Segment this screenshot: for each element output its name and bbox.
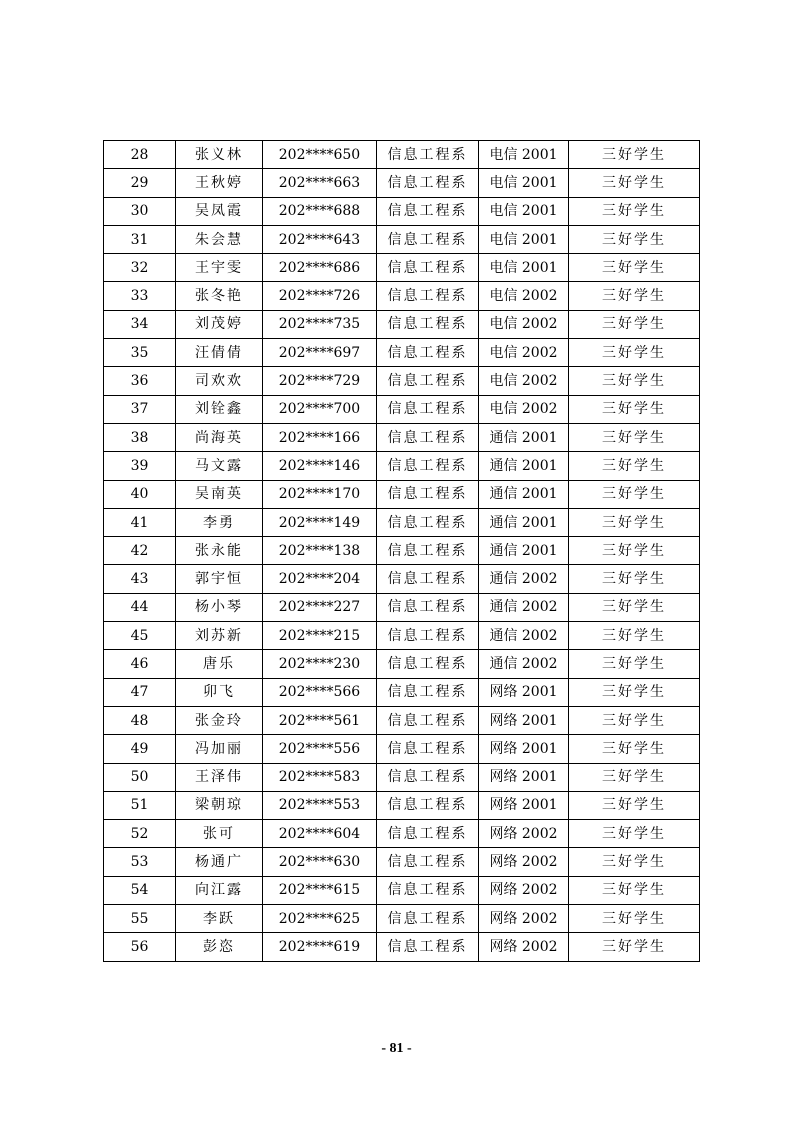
student-id-cell: 202****663 [263,169,377,197]
student-name-cell: 向江露 [176,876,263,904]
row-number-cell: 50 [104,763,176,791]
row-number-cell: 46 [104,650,176,678]
department-cell: 信息工程系 [377,876,479,904]
class-cell: 网络 2002 [479,905,569,933]
table-row [104,225,700,253]
student-name-cell: 张义林 [176,141,263,169]
award-cell: 三好学生 [569,905,700,933]
department-cell: 信息工程系 [377,565,479,593]
table-row [104,848,700,876]
department-cell: 信息工程系 [377,933,479,961]
department-cell: 信息工程系 [377,423,479,451]
class-cell: 通信 2001 [479,480,569,508]
table-row [104,254,700,282]
department-cell: 信息工程系 [377,593,479,621]
row-number-cell: 44 [104,593,176,621]
row-number-cell: 36 [104,367,176,395]
row-number-cell: 48 [104,706,176,734]
department-cell: 信息工程系 [377,848,479,876]
student-name-cell: 刘茂婷 [176,310,263,338]
award-cell: 三好学生 [569,480,700,508]
department-cell: 信息工程系 [377,791,479,819]
class-cell: 网络 2001 [479,735,569,763]
student-name-cell: 冯加丽 [176,735,263,763]
class-cell: 通信 2001 [479,537,569,565]
student-name-cell: 汪倩倩 [176,339,263,367]
table-row [104,706,700,734]
department-cell: 信息工程系 [377,480,479,508]
page-number: - 81 - [381,1041,412,1056]
roster-table-body [104,141,700,962]
student-id-cell: 202****215 [263,622,377,650]
row-number-cell: 37 [104,395,176,423]
department-cell: 信息工程系 [377,367,479,395]
row-number-cell: 29 [104,169,176,197]
class-cell: 电信 2002 [479,282,569,310]
award-cell: 三好学生 [569,706,700,734]
award-cell: 三好学生 [569,820,700,848]
award-cell: 三好学生 [569,763,700,791]
student-name-cell: 杨小琴 [176,593,263,621]
class-cell: 网络 2002 [479,820,569,848]
award-cell: 三好学生 [569,141,700,169]
table-row [104,933,700,961]
row-number-cell: 33 [104,282,176,310]
department-cell: 信息工程系 [377,905,479,933]
table-row [104,423,700,451]
student-name-cell: 李跃 [176,905,263,933]
student-id-cell: 202****686 [263,254,377,282]
row-number-cell: 30 [104,197,176,225]
student-name-cell: 吴南英 [176,480,263,508]
class-cell: 通信 2001 [479,452,569,480]
department-cell: 信息工程系 [377,706,479,734]
student-id-cell: 202****553 [263,791,377,819]
student-name-cell: 郭宇恒 [176,565,263,593]
student-name-cell: 尚海英 [176,423,263,451]
student-id-cell: 202****726 [263,282,377,310]
row-number-cell: 51 [104,791,176,819]
student-id-cell: 202****688 [263,197,377,225]
class-cell: 电信 2001 [479,169,569,197]
student-id-cell: 202****146 [263,452,377,480]
table-row [104,650,700,678]
student-id-cell: 202****604 [263,820,377,848]
table-row [104,820,700,848]
class-cell: 通信 2002 [479,622,569,650]
award-cell: 三好学生 [569,169,700,197]
student-name-cell: 张金玲 [176,706,263,734]
student-name-cell: 刘苏新 [176,622,263,650]
department-cell: 信息工程系 [377,650,479,678]
department-cell: 信息工程系 [377,678,479,706]
student-id-cell: 202****170 [263,480,377,508]
award-cell: 三好学生 [569,791,700,819]
student-name-cell: 张可 [176,820,263,848]
student-id-cell: 202****556 [263,735,377,763]
student-id-cell: 202****566 [263,678,377,706]
row-number-cell: 53 [104,848,176,876]
class-cell: 通信 2001 [479,423,569,451]
student-id-cell: 202****230 [263,650,377,678]
student-id-cell: 202****166 [263,423,377,451]
department-cell: 信息工程系 [377,310,479,338]
table-row [104,169,700,197]
award-roster-table [103,140,700,962]
student-name-cell: 张永能 [176,537,263,565]
table-row [104,508,700,536]
student-name-cell: 李勇 [176,508,263,536]
student-name-cell: 王泽伟 [176,763,263,791]
row-number-cell: 42 [104,537,176,565]
row-number-cell: 47 [104,678,176,706]
student-id-cell: 202****583 [263,763,377,791]
award-cell: 三好学生 [569,508,700,536]
class-cell: 通信 2002 [479,565,569,593]
student-id-cell: 202****619 [263,933,377,961]
student-id-cell: 202****630 [263,848,377,876]
student-name-cell: 吴凤霞 [176,197,263,225]
table-row [104,537,700,565]
award-cell: 三好学生 [569,650,700,678]
class-cell: 电信 2002 [479,367,569,395]
class-cell: 网络 2001 [479,706,569,734]
award-cell: 三好学生 [569,395,700,423]
class-cell: 网络 2002 [479,876,569,904]
department-cell: 信息工程系 [377,395,479,423]
student-name-cell: 张冬艳 [176,282,263,310]
table-row [104,763,700,791]
table-row [104,791,700,819]
class-cell: 网络 2002 [479,933,569,961]
row-number-cell: 34 [104,310,176,338]
table-row [104,197,700,225]
department-cell: 信息工程系 [377,254,479,282]
department-cell: 信息工程系 [377,763,479,791]
student-name-cell: 朱会慧 [176,225,263,253]
row-number-cell: 28 [104,141,176,169]
table-row [104,735,700,763]
department-cell: 信息工程系 [377,735,479,763]
award-cell: 三好学生 [569,339,700,367]
row-number-cell: 32 [104,254,176,282]
student-id-cell: 202****735 [263,310,377,338]
student-id-cell: 202****204 [263,565,377,593]
student-id-cell: 202****149 [263,508,377,536]
row-number-cell: 54 [104,876,176,904]
award-cell: 三好学生 [569,622,700,650]
department-cell: 信息工程系 [377,339,479,367]
student-id-cell: 202****700 [263,395,377,423]
student-id-cell: 202****227 [263,593,377,621]
row-number-cell: 55 [104,905,176,933]
table-row [104,310,700,338]
student-name-cell: 彭恣 [176,933,263,961]
student-name-cell: 刘铨鑫 [176,395,263,423]
student-name-cell: 卯飞 [176,678,263,706]
department-cell: 信息工程系 [377,452,479,480]
table-row [104,678,700,706]
table-row [104,480,700,508]
class-cell: 电信 2002 [479,339,569,367]
student-id-cell: 202****697 [263,339,377,367]
department-cell: 信息工程系 [377,508,479,536]
table-row [104,339,700,367]
table-row [104,593,700,621]
row-number-cell: 40 [104,480,176,508]
award-cell: 三好学生 [569,310,700,338]
department-cell: 信息工程系 [377,820,479,848]
award-cell: 三好学生 [569,933,700,961]
award-cell: 三好学生 [569,423,700,451]
class-cell: 通信 2002 [479,650,569,678]
department-cell: 信息工程系 [377,169,479,197]
department-cell: 信息工程系 [377,622,479,650]
award-cell: 三好学生 [569,225,700,253]
row-number-cell: 39 [104,452,176,480]
student-id-cell: 202****729 [263,367,377,395]
student-id-cell: 202****615 [263,876,377,904]
department-cell: 信息工程系 [377,225,479,253]
student-name-cell: 司欢欢 [176,367,263,395]
row-number-cell: 38 [104,423,176,451]
award-cell: 三好学生 [569,876,700,904]
table-row [104,141,700,169]
class-cell: 网络 2001 [479,763,569,791]
class-cell: 电信 2001 [479,225,569,253]
table-row [104,282,700,310]
student-id-cell: 202****561 [263,706,377,734]
class-cell: 通信 2002 [479,593,569,621]
table-row [104,367,700,395]
table-row [104,876,700,904]
table-row [104,395,700,423]
student-id-cell: 202****625 [263,905,377,933]
row-number-cell: 35 [104,339,176,367]
table-row [104,452,700,480]
row-number-cell: 41 [104,508,176,536]
award-cell: 三好学生 [569,254,700,282]
class-cell: 电信 2001 [479,254,569,282]
department-cell: 信息工程系 [377,197,479,225]
award-cell: 三好学生 [569,452,700,480]
student-id-cell: 202****138 [263,537,377,565]
row-number-cell: 56 [104,933,176,961]
student-id-cell: 202****643 [263,225,377,253]
student-name-cell: 马文露 [176,452,263,480]
award-cell: 三好学生 [569,678,700,706]
row-number-cell: 31 [104,225,176,253]
class-cell: 电信 2001 [479,197,569,225]
student-name-cell: 唐乐 [176,650,263,678]
award-cell: 三好学生 [569,593,700,621]
award-cell: 三好学生 [569,282,700,310]
student-id-cell: 202****650 [263,141,377,169]
award-cell: 三好学生 [569,848,700,876]
class-cell: 电信 2001 [479,141,569,169]
award-cell: 三好学生 [569,197,700,225]
class-cell: 电信 2002 [479,310,569,338]
class-cell: 网络 2001 [479,678,569,706]
student-name-cell: 梁朝琼 [176,791,263,819]
class-cell: 网络 2001 [479,791,569,819]
class-cell: 网络 2002 [479,848,569,876]
student-name-cell: 王宇雯 [176,254,263,282]
row-number-cell: 43 [104,565,176,593]
award-cell: 三好学生 [569,565,700,593]
department-cell: 信息工程系 [377,141,479,169]
award-cell: 三好学生 [569,735,700,763]
award-cell: 三好学生 [569,367,700,395]
table-row [104,565,700,593]
row-number-cell: 49 [104,735,176,763]
row-number-cell: 45 [104,622,176,650]
row-number-cell: 52 [104,820,176,848]
student-name-cell: 王秋婷 [176,169,263,197]
department-cell: 信息工程系 [377,537,479,565]
class-cell: 电信 2002 [479,395,569,423]
table-row [104,622,700,650]
department-cell: 信息工程系 [377,282,479,310]
student-name-cell: 杨通广 [176,848,263,876]
class-cell: 通信 2001 [479,508,569,536]
award-cell: 三好学生 [569,537,700,565]
table-row [104,905,700,933]
